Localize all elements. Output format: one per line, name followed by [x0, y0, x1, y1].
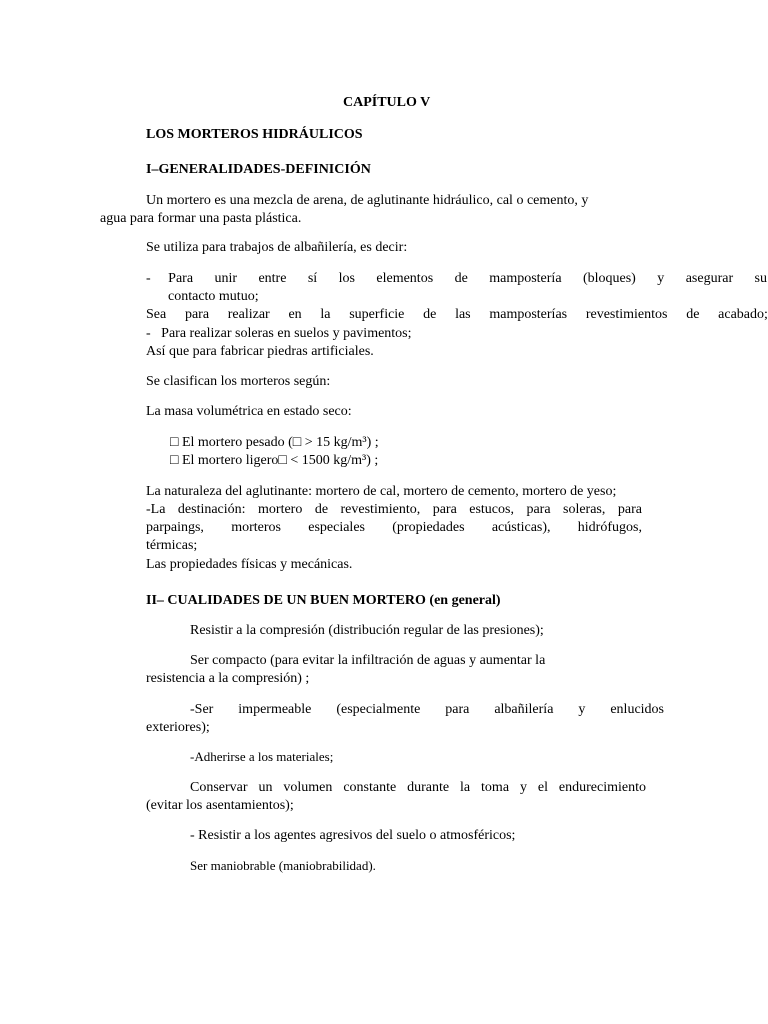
uses-item-1-line-1: - Para unir entre sí los elementos de mampostería (bloques) y asegurar su — [146, 271, 767, 286]
nature-line-4: térmicas; — [146, 538, 198, 553]
mass-bullet-heavy: □ El mortero pesado (□ > 15 kg/m³) ; — [170, 435, 379, 450]
nature-line-3: parpaings, morteros especiales (propiedades acústicas), hidrófugos, — [146, 520, 642, 535]
mass-bullet-light: □ El mortero ligero□ < 1500 kg/m³) ; — [170, 453, 379, 468]
uses-item-4: Así que para fabricar piedras artificiales. — [146, 344, 374, 359]
nature-line-1: La naturaleza del aglutinante: mortero de cal, mortero de cemento, mortero de yeso; — [146, 484, 617, 499]
uses-item-2: Sea para realizar en la superficie de las mamposterías revestimientos de acabado; — [146, 307, 768, 322]
quality-3-line-2: exteriores); — [146, 720, 210, 735]
quality-1: Resistir a la compresión (distribución regular de las presiones); — [190, 623, 544, 638]
nature-line-2: -La destinación: mortero de revestimiento, para estucos, para soleras, para — [146, 502, 642, 517]
uses-intro: Se utiliza para trabajos de albañilería, es decir: — [146, 240, 408, 255]
definition-line-1: Un mortero es una mezcla de arena, de aglutinante hidráulico, cal o cemento, y — [146, 193, 589, 208]
quality-5-line-1: Conservar un volumen constante durante la toma y el endurecimiento — [190, 780, 646, 795]
quality-3-line-1: -Ser impermeable (especialmente para albañilería y enlucidos — [190, 702, 664, 717]
quality-2-line-2: resistencia a la compresión) ; — [146, 671, 310, 686]
quality-2-line-1: Ser compacto (para evitar la infiltración de aguas y aumentar la — [190, 653, 546, 668]
uses-item-1-line-2: contacto mutuo; — [168, 289, 259, 304]
definition-line-2: agua para formar una pasta plástica. — [100, 211, 302, 226]
quality-6: - Resistir a los agentes agresivos del suelo o atmosféricos; — [190, 828, 516, 843]
document-title: LOS MORTEROS HIDRÁULICOS — [146, 127, 363, 142]
chapter-title: CAPÍTULO V — [343, 95, 431, 110]
quality-7: Ser maniobrable (maniobrabilidad). — [190, 858, 376, 873]
uses-item-3: - Para realizar soleras en suelos y pavimentos; — [146, 326, 412, 341]
quality-5-line-2: (evitar los asentamientos); — [146, 798, 294, 813]
section2-heading: II– CUALIDADES DE UN BUEN MORTERO (en general) — [146, 593, 501, 608]
nature-line-5: Las propiedades físicas y mecánicas. — [146, 557, 353, 572]
quality-4: -Adherirse a los materiales; — [190, 749, 334, 764]
classify-intro: Se clasifican los morteros según: — [146, 374, 331, 389]
section1-heading: I–GENERALIDADES-DEFINICIÓN — [146, 162, 371, 177]
mass-criterion: La masa volumétrica en estado seco: — [146, 404, 352, 419]
